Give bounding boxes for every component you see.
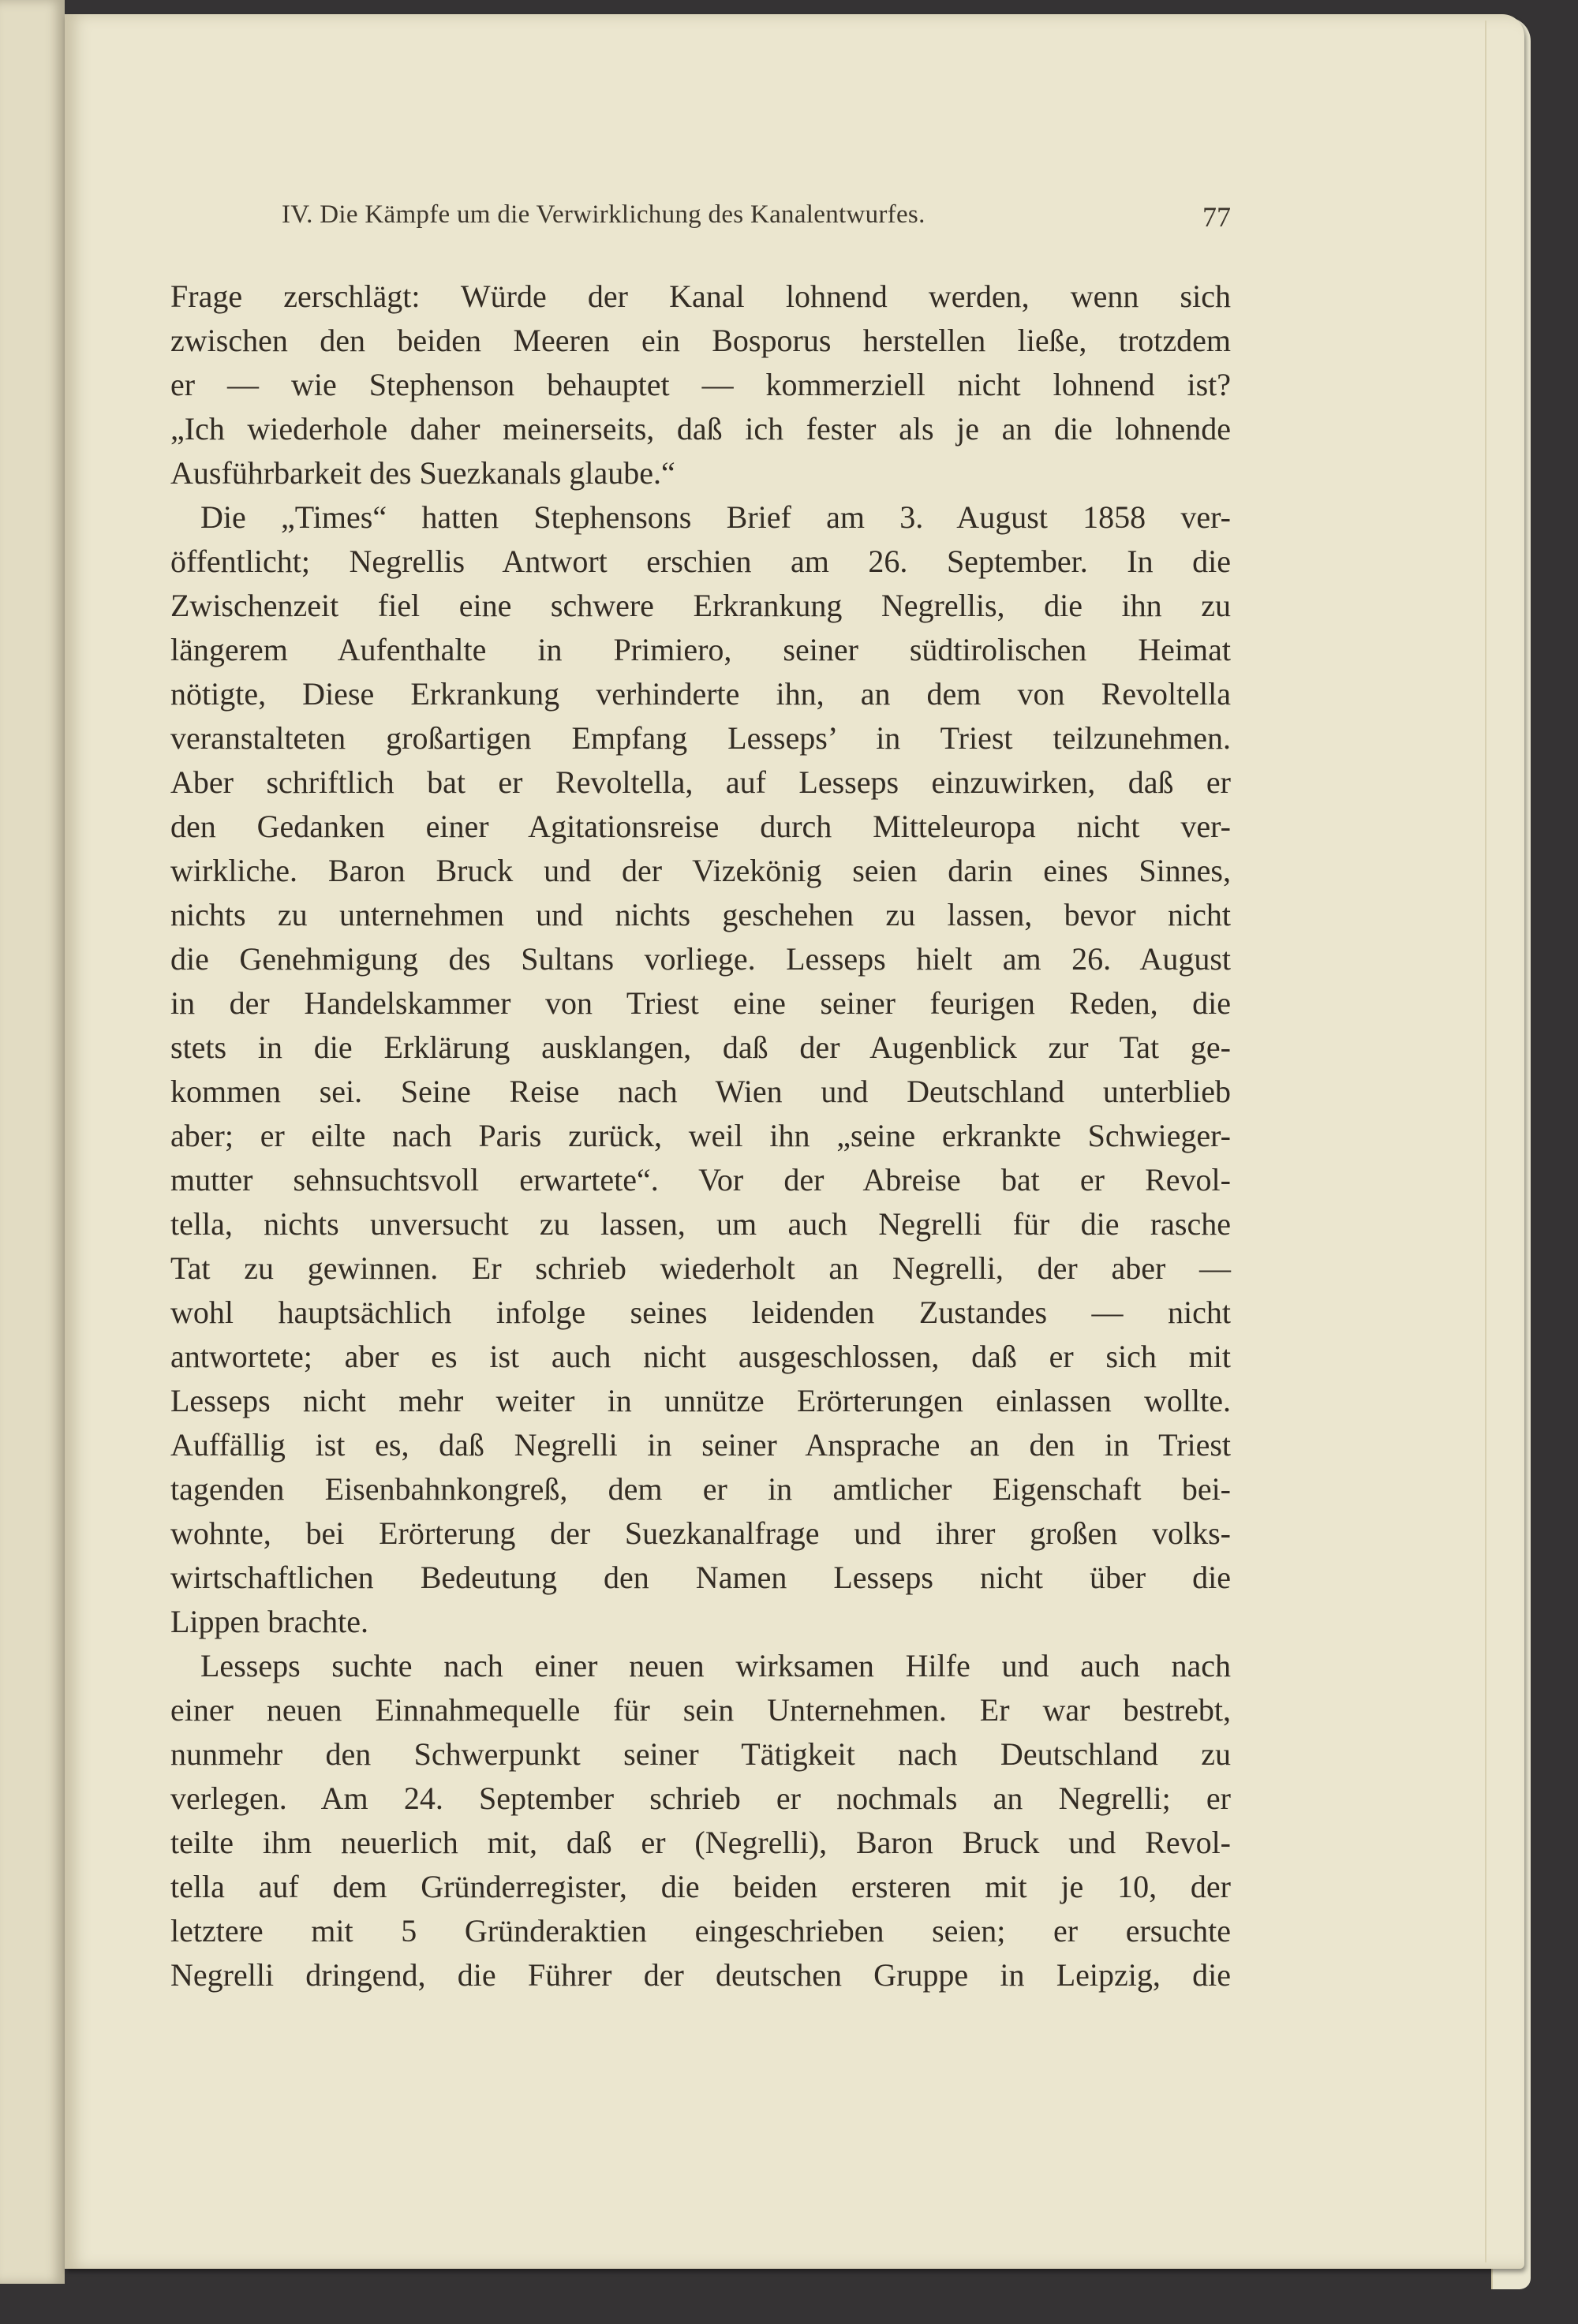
text-line: Auffällig ist es, daß Negrelli in seiner Ansprache an den in Triest [170,1427,1231,1463]
text-line: tella auf dem Gründerregister, die beiden ersteren mit je 10, der [170,1869,1231,1904]
running-head [282,200,1231,238]
text-line: wohl hauptsächlich infolge seines leidenden Zustandes — nicht [170,1295,1231,1330]
text-line: Zwischenzeit fiel eine schwere Erkrankung Negrellis, die ihn zu [170,588,1231,623]
text-line: Negrelli dringend, die Führer der deutschen Gruppe in Leipzig, die [170,1957,1231,1993]
text-line: kommen sei. Seine Reise nach Wien und Deutschland unterblieb [170,1074,1231,1109]
text-line: antwortete; aber es ist auch nicht ausgeschlossen, daß er sich mit [170,1339,1231,1374]
text-line: einer neuen Einnahmequelle für sein Unternehmen. Er war bestrebt, [170,1692,1231,1728]
paragraph [170,1644,1231,1997]
text-line: öffentlicht; Negrellis Antwort erschien am 26. September. In die [170,544,1231,579]
text-line: Ausführbarkeit des Suezkanals glaube.“ [170,455,675,491]
paragraph [170,495,1231,1644]
text-line: aber; er eilte nach Paris zurück, weil ihn „seine erkrankte Schwieger- [170,1118,1231,1153]
text-line: nunmehr den Schwerpunkt seiner Tätigkeit nach Deutschland zu [170,1736,1231,1772]
text-line: veranstalteten großartigen Empfang Lesseps’ in Triest teilzunehmen. [170,720,1231,756]
paragraph [170,275,1231,495]
text-line: teilte ihm neuerlich mit, daß er (Negrelli), Baron Bruck und Revol- [170,1825,1231,1860]
text-line: Die „Times“ hatten Stephensons Brief am 3. August 1858 ver- [200,499,1231,535]
text-line: Aber schriftlich bat er Revoltella, auf Lesseps einzuwirken, daß er [170,764,1231,800]
text-line: nichts zu unternehmen und nichts geschehen zu lassen, bevor nicht [170,897,1231,932]
text-line: die Genehmigung des Sultans vorliege. Lesseps hielt am 26. August [170,941,1231,977]
text-line: mutter sehnsuchtsvoll erwartete“. Vor der Abreise bat er Revol- [170,1162,1231,1197]
text-line: Frage zerschlägt: Würde der Kanal lohnend werden, wenn sich [170,278,1231,314]
page-number: 77 [1202,201,1231,233]
text-line: nötigte, Diese Erkrankung verhinderte ihn, an dem von Revoltella [170,676,1231,712]
body-text [170,275,1231,1997]
text-line: Lesseps suchte nach einer neuen wirksamen Hilfe und auch nach [200,1648,1231,1683]
text-line: in der Handelskammer von Triest eine seiner feurigen Reden, die [170,985,1231,1021]
text-line: längerem Aufenthalte in Primiero, seiner südtirolischen Heimat [170,632,1231,667]
text-line: letztere mit 5 Gründeraktien eingeschrieben seien; er ersuchte [170,1913,1231,1948]
text-line: wohnte, bei Erörterung der Suezkanalfrage und ihrer großen volks- [170,1515,1231,1551]
text-line: den Gedanken einer Agitationsreise durch Mitteleuropa nicht ver- [170,809,1231,844]
text-line: stets in die Erklärung ausklangen, daß der Augenblick zur Tat ge- [170,1029,1231,1065]
text-line: tagenden Eisenbahnkongreß, dem er in amtlicher Eigenschaft bei- [170,1471,1231,1507]
text-line: Lesseps nicht mehr weiter in unnütze Erörterungen einlassen wollte. [170,1383,1231,1418]
text-line: Lippen brachte. [170,1604,368,1639]
chapter-title: IV. Die Kämpfe um die Verwirklichung des Kanalentwurfes. [282,200,925,229]
text-line: er — wie Stephenson behauptet — kommerziell nicht lohnend ist? [170,367,1231,402]
facing-page-edge [0,0,65,2284]
text-line: „Ich wiederhole daher meinerseits, daß ich fester als je an die lohnende [170,411,1231,446]
text-line: tella, nichts unversucht zu lassen, um auch Negrelli für die rasche [170,1206,1231,1242]
text-line: Tat zu gewinnen. Er schrieb wiederholt an Negrelli, der aber — [170,1250,1231,1286]
text-line: zwischen den beiden Meeren ein Bosporus herstellen ließe, trotzdem [170,323,1231,358]
text-line: wirtschaftlichen Bedeutung den Namen Lesseps nicht über die [170,1560,1231,1595]
text-line: wirkliche. Baron Bruck und der Vizekönig seien darin eines Sinnes, [170,853,1231,888]
text-line: verlegen. Am 24. September schrieb er nochmals an Negrelli; er [170,1780,1231,1816]
